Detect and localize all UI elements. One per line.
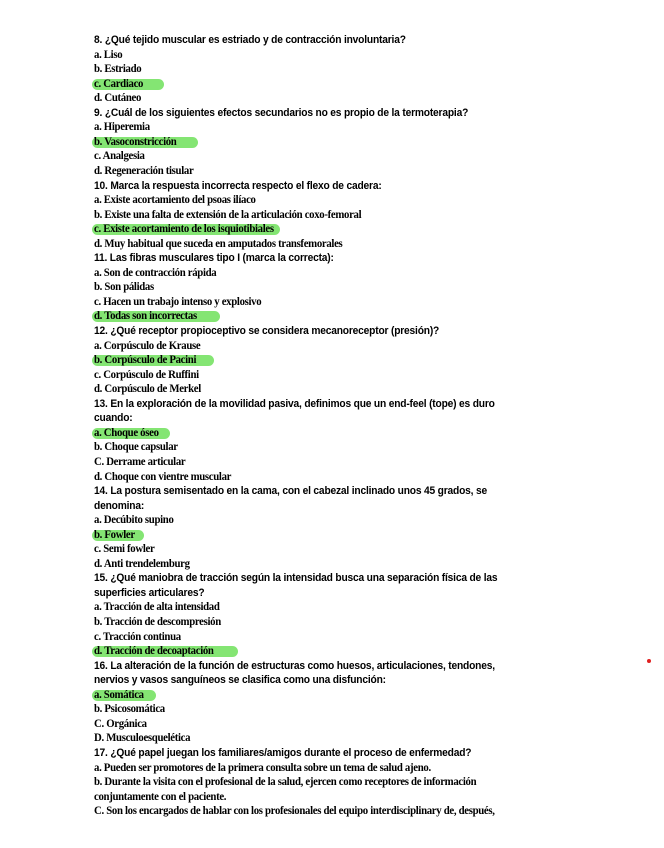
- answer-option: a. Choque óseo: [94, 425, 159, 439]
- answer-option: b. Fowler: [94, 527, 135, 541]
- answer-option: conjuntamente con el paciente.: [94, 789, 227, 803]
- red-marker-dot: [647, 659, 651, 663]
- answer-option: b. Corpúsculo de Pacini: [94, 353, 197, 367]
- question-text: 16. La alteración de la función de estructuras como huesos, articulaciones, tendones,: [94, 659, 495, 672]
- answer-option: C. Orgánica: [94, 716, 147, 730]
- answer-option: d. Todas son incorrectas: [94, 309, 197, 323]
- answer-option: d. Regeneración tisular: [94, 163, 194, 177]
- answer-option: d. Tracción de decoaptación: [94, 644, 214, 658]
- answer-option: b. Existe una falta de extensión de la articulación coxo-femoral: [94, 207, 362, 221]
- answer-option: d. Muy habitual que suceda en amputados transfemorales: [94, 236, 343, 250]
- question-text: 11. Las fibras musculares tipo I (marca la correcta):: [94, 252, 334, 265]
- answer-option: b. Choque capsular: [94, 440, 178, 454]
- answer-option: a. Existe acortamiento del psoas ilíaco: [94, 193, 256, 207]
- answer-option: D. Musculoesquelética: [94, 731, 191, 745]
- answer-option: C. Son los encargados de hablar con los profesionales del equipo interdisciplinary de, después,: [94, 804, 495, 818]
- answer-option: b. Psicosomática: [94, 702, 165, 716]
- answer-option: a. Pueden ser promotores de la primera consulta sobre un tema de salud ajeno.: [94, 760, 431, 774]
- answer-option: c. Hacen un trabajo intenso y explosivo: [94, 294, 262, 308]
- answer-option: c. Tracción continua: [94, 629, 181, 643]
- answer-option: a. Tracción de alta intensidad: [94, 600, 220, 614]
- answer-option: c. Existe acortamiento de los isquiotibiales: [94, 222, 274, 236]
- answer-option: a. Liso: [94, 47, 123, 61]
- question-text: superficies articulares?: [94, 586, 205, 599]
- question-text: 13. En la exploración de la movilidad pasiva, definimos que un end-feel (tope) es duro: [94, 397, 495, 410]
- answer-option: b. Tracción de descompresión: [94, 615, 221, 628]
- answer-option: a. Hiperemia: [94, 120, 150, 134]
- answer-option: b. Estriado: [94, 62, 142, 76]
- answer-option: c. Corpúsculo de Ruffini: [94, 367, 199, 381]
- answer-option: d. Corpúsculo de Merkel: [94, 382, 201, 396]
- question-text: 8. ¿Qué tejido muscular es estriado y de contracción involuntaria?: [94, 34, 406, 46]
- answer-option: a. Corpúsculo de Krause: [94, 338, 201, 352]
- answer-option: c. Cardiaco: [94, 76, 144, 90]
- question-text: 10. Marca la respuesta incorrecta respecto el flexo de cadera:: [94, 179, 382, 192]
- question-text: denomina:: [94, 499, 145, 512]
- question-text: 9. ¿Cuál de los siguientes efectos secundarios no es propio de la termoterapia?: [94, 106, 469, 119]
- question-text: 14. La postura semisentado en la cama, con el cabezal inclinado unos 45 grados, se: [94, 485, 487, 498]
- question-text: cuando:: [94, 412, 133, 425]
- question-text: 17. ¿Qué papel juegan los familiares/amigos durante el proceso de enfermedad?: [94, 746, 472, 759]
- answer-option: c. Semi fowler: [94, 542, 155, 556]
- answer-option: c. Analgesia: [94, 149, 145, 163]
- question-text: 12. ¿Qué receptor propioceptivo se considera mecanoreceptor (presión)?: [94, 325, 440, 337]
- answer-option: b. Son pálidas: [94, 280, 154, 294]
- answer-option: C. Derrame articular: [94, 454, 186, 468]
- question-text: 15. ¿Qué maniobra de tracción según la intensidad busca una separación física de las: [94, 572, 498, 585]
- answer-option: b. Durante la visita con el profesional de la salud, ejercen como receptores de información: [94, 775, 477, 789]
- answer-option: d. Cutáneo: [94, 91, 142, 105]
- answer-option: b. Vasoconstricción: [94, 134, 177, 148]
- answer-option: d. Choque con vientre muscular: [94, 469, 232, 483]
- answer-option: a. Somática: [94, 687, 144, 701]
- answer-option: a. Son de contracción rápida: [94, 265, 217, 279]
- answer-option: a. Decúbito supino: [94, 513, 174, 527]
- answer-option: d. Anti trendelemburg: [94, 556, 190, 570]
- question-text: nervios y vasos sanguíneos se clasifica como una disfunción:: [94, 674, 386, 687]
